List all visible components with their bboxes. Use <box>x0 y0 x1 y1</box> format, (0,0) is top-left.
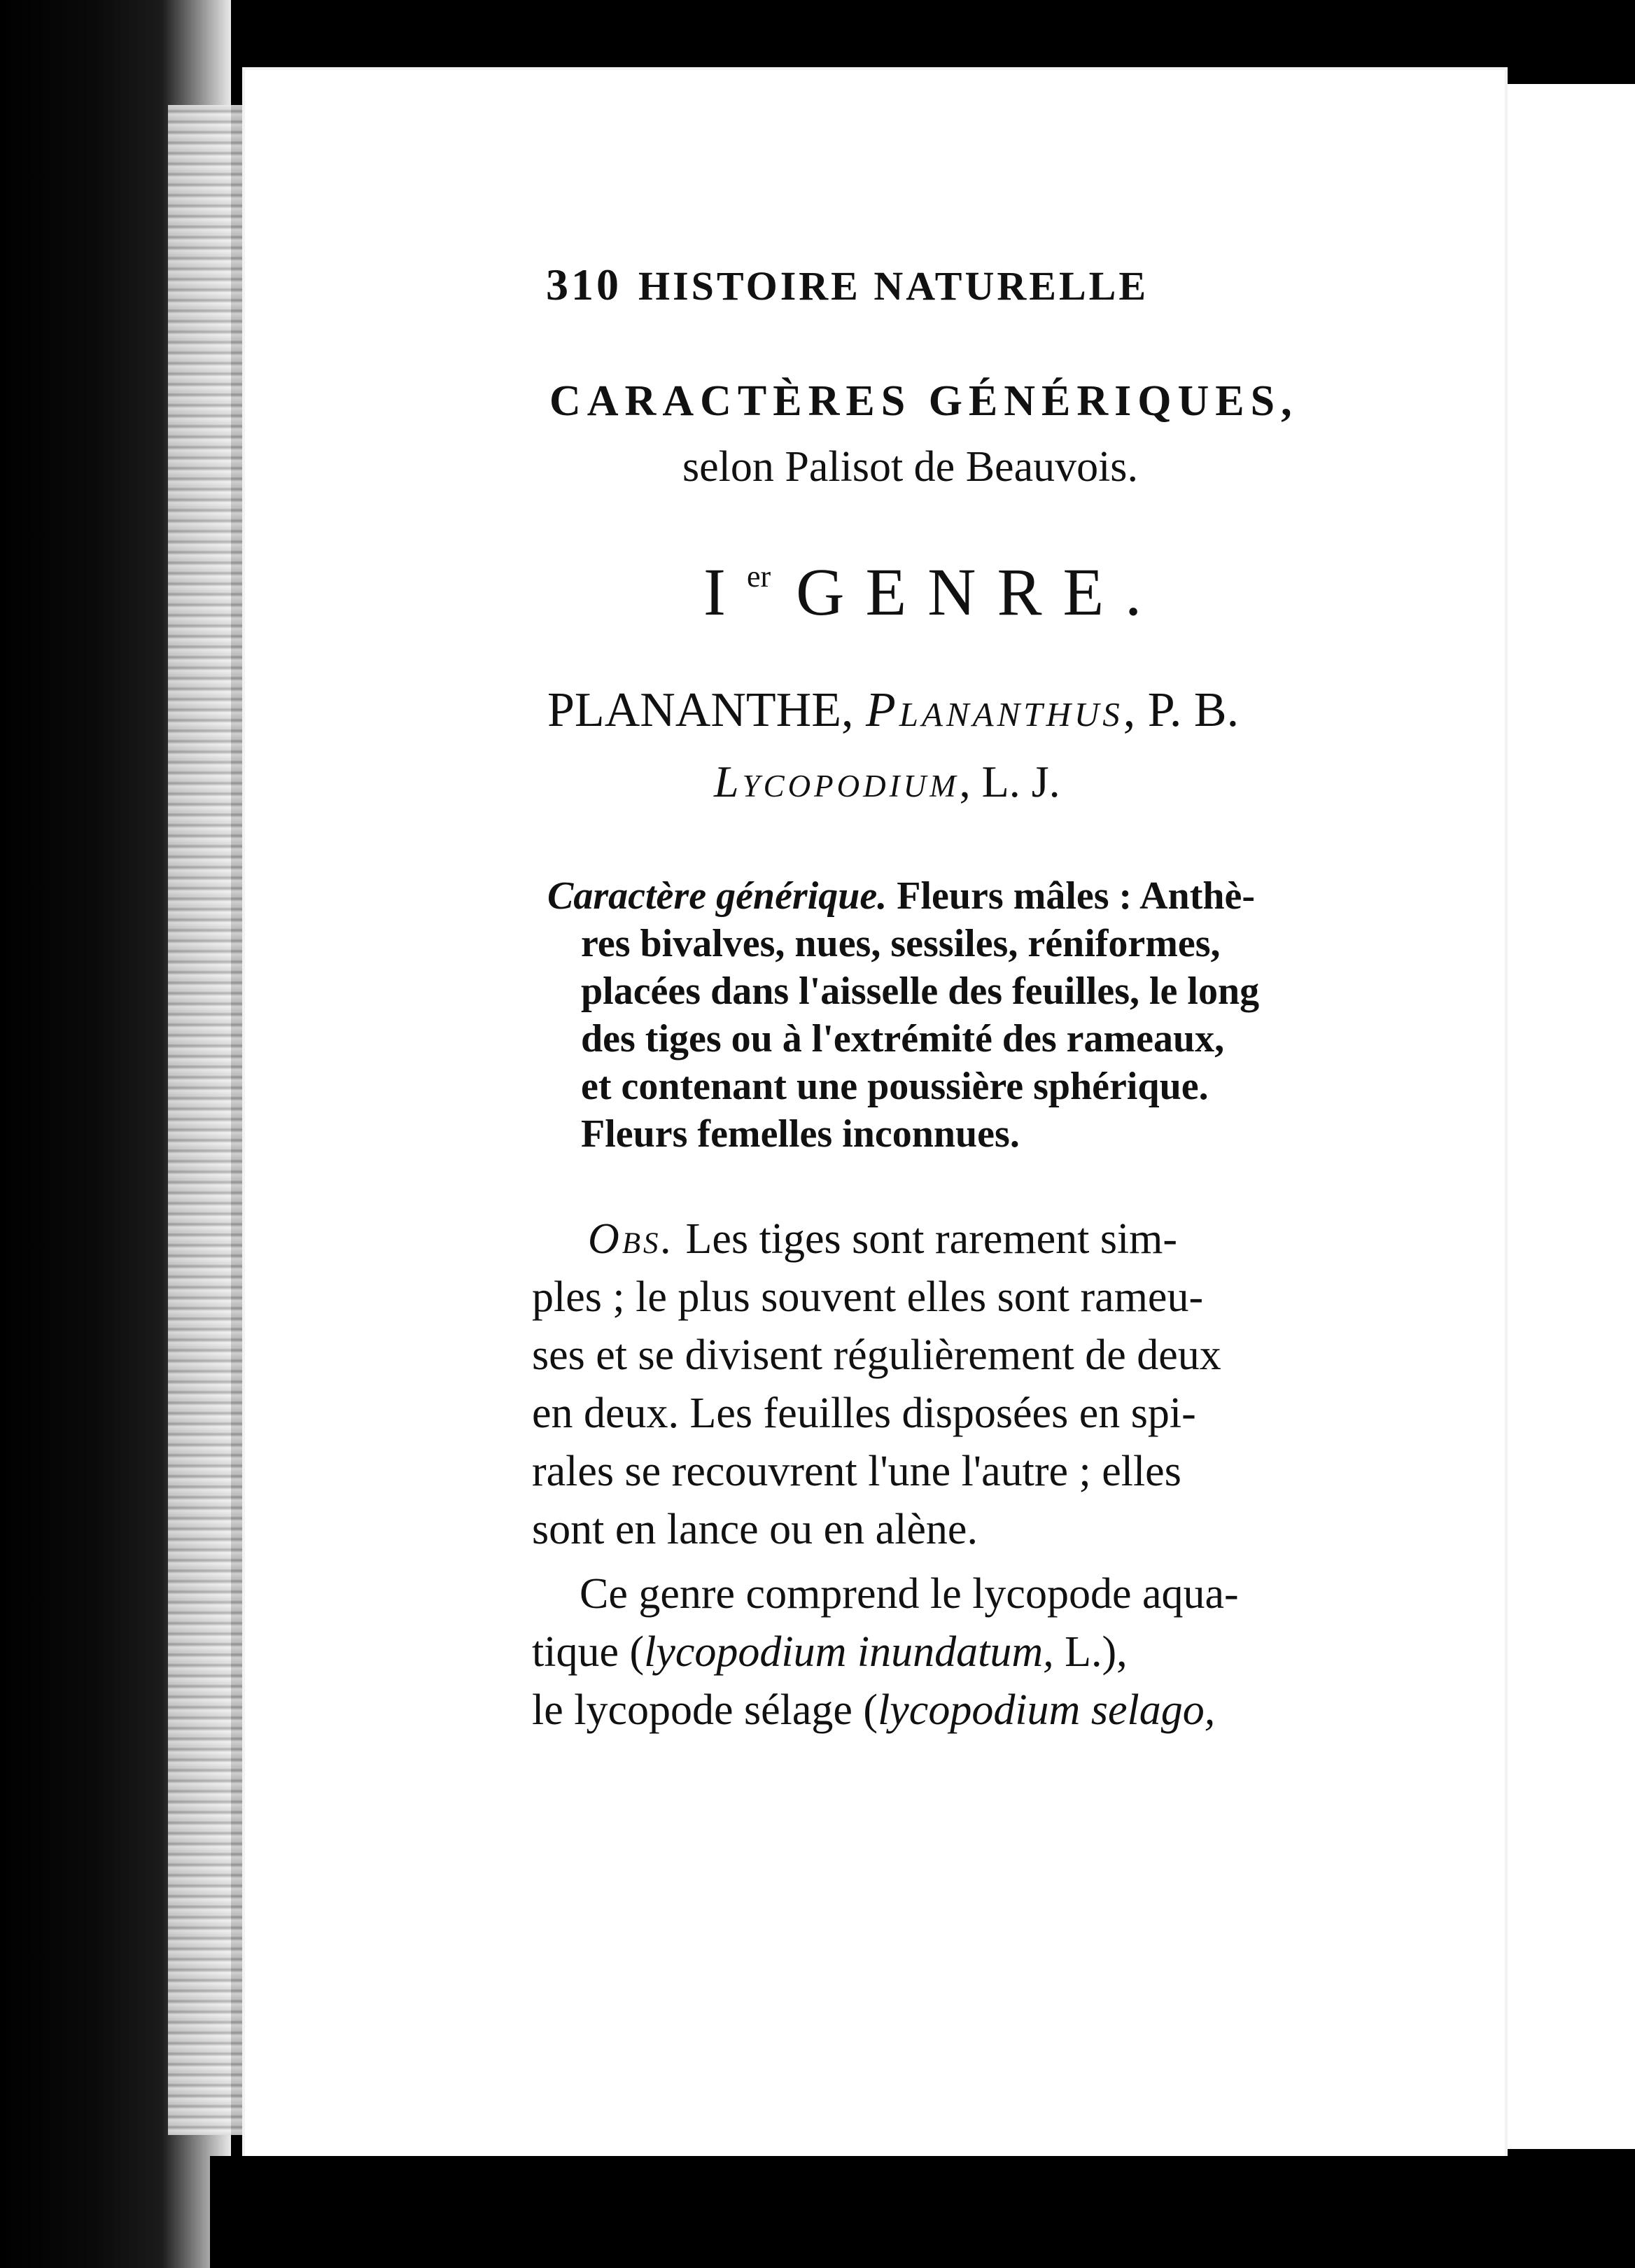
character-line-6: Fleurs femelles inconnues. <box>581 1112 1020 1156</box>
section-title: CARACTÈRES GÉNÉRIQUES, <box>549 377 1298 425</box>
page-edges <box>168 105 252 2135</box>
observation-line-1-text: Les tiges sont rarement sim- <box>675 1215 1178 1263</box>
genre-word: GENRE. <box>796 554 1163 629</box>
genre-content-line-3 <box>532 1686 1215 1735</box>
genre-content-line-1: Ce genre comprend le lycopode aqua- <box>580 1570 1239 1618</box>
character-line-3: placées dans l'aisselle des feuilles, le long <box>581 969 1260 1013</box>
observation-line-2: ples ; le plus souvent elles sont rameu- <box>532 1273 1204 1321</box>
genre-ordinal-suffix: er <box>746 559 771 594</box>
character-lead: Caractère générique. <box>547 874 887 918</box>
species-selago: lycopodium selago, <box>878 1686 1216 1734</box>
genus-synonym-line <box>714 756 1060 808</box>
character-line-5: et contenant une poussière sphérique. <box>581 1065 1209 1108</box>
genre-heading <box>703 553 1163 631</box>
observation-line-1 <box>588 1214 1177 1264</box>
genre-content-line-2 <box>532 1628 1128 1677</box>
observation-line-3: ses et se divisent régulièrement de deux <box>532 1331 1221 1379</box>
character-line-1 <box>547 874 1255 918</box>
character-line-4: des tiges ou à l'extrémité des rameaux, <box>581 1017 1225 1060</box>
observation-line-5: rales se recouvrent l'une l'autre ; elles <box>532 1448 1181 1495</box>
genre-content-line-2-start: tique ( <box>532 1628 645 1676</box>
genus-authority: , P. B. <box>1123 683 1240 737</box>
species-inundatum: lycopodium inundatum, <box>644 1628 1054 1676</box>
genus-latin-name: Plananthus <box>865 683 1123 737</box>
synonym-authority: , L. J. <box>959 757 1060 806</box>
genre-ordinal: I <box>703 554 747 629</box>
synonym-latin-name: Lycopodium <box>714 757 960 806</box>
character-line-2: res bivalves, nues, sessiles, réniformes, <box>581 922 1221 965</box>
character-line-1-text: Fleurs mâles : Anthè- <box>887 874 1255 918</box>
section-subtitle: selon Palisot de Beauvois. <box>682 443 1138 491</box>
scan-bottom-margin <box>210 2156 1635 2268</box>
observation-line-4: en deux. Les feuilles disposées en spi- <box>532 1390 1196 1437</box>
genre-content-line-2-end: L.), <box>1053 1628 1128 1676</box>
genus-line <box>547 682 1239 738</box>
page-number: 310 <box>546 260 622 309</box>
running-head-title: HISTOIRE NATURELLE <box>638 263 1149 309</box>
genre-content-line-3-start: le lycopode sélage ( <box>532 1686 878 1734</box>
observation-lead: Obs. <box>588 1215 675 1263</box>
genus-name: PLANANTHE, <box>547 683 854 737</box>
running-head <box>546 259 1149 311</box>
observation-line-6: sont en lance ou en alène. <box>532 1506 978 1553</box>
facing-page <box>1498 84 1635 2149</box>
